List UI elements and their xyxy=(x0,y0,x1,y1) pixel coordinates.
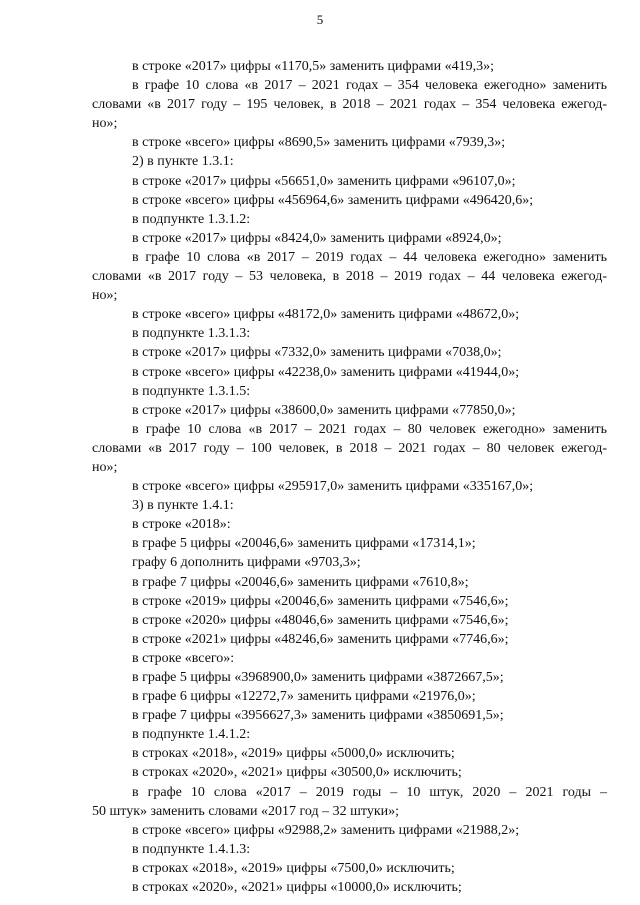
text-line: 50 штук» заменить словами «2017 год – 32 штуки»; xyxy=(92,803,400,819)
text-line: в строке «2017» цифры «1170,5» заменить цифрами «419,3»; xyxy=(132,59,495,74)
text-line: в графе 10 слова «2017 – 2019 годы – 10 штук, 2020 – 2021 годы – xyxy=(132,784,607,800)
text-line: в подпункте 1.4.1.3: xyxy=(132,841,251,857)
text-line: в графе 10 слова «в 2017 – 2019 годах – 44 человека ежегодно» заменить xyxy=(132,249,607,265)
text-line: в подпункте 1.4.1.2: xyxy=(132,727,251,743)
text-line: в строке «всего» цифры «92988,2» заменить цифрами «21988,2»; xyxy=(132,822,520,838)
text-line: в строке «всего» цифры «48172,0» заменить цифрами «48672,0»; xyxy=(132,307,520,323)
text-line: в строке «2017» цифры «7332,0» заменить цифрами «7038,0»; xyxy=(132,345,502,361)
text-line: 2) в пункте 1.3.1: xyxy=(132,154,234,170)
text-line: в строке «2020» цифры «48046,6» заменить цифрами «7546,6»; xyxy=(132,612,509,628)
text-line: но»; xyxy=(92,116,118,132)
text-line: в графе 7 цифры «20046,6» заменить цифрами «7610,8»; xyxy=(132,574,469,590)
text-line: в строке «2018»: xyxy=(132,517,231,533)
text-line: 3) в пункте 1.4.1: xyxy=(132,498,234,514)
document-body xyxy=(92,57,607,897)
text-line: в графе 6 цифры «12272,7» заменить цифрами «21976,0»; xyxy=(132,689,476,705)
text-line: в строках «2018», «2019» цифры «5000,0» исключить; xyxy=(132,746,455,762)
text-line: в строке «всего» цифры «295917,0» заменить цифрами «335167,0»; xyxy=(132,479,534,495)
text-line: но»; xyxy=(92,459,118,475)
text-line: словами «в 2017 году – 53 человека, в 2018 – 2019 годах – 44 человека ежегод- xyxy=(92,269,607,285)
text-line: в строке «2019» цифры «20046,6» заменить цифрами «7546,6»; xyxy=(132,593,509,609)
text-line: в подпункте 1.3.1.3: xyxy=(132,326,251,342)
text-line: в графе 5 цифры «3968900,0» заменить цифрами «3872667,5»; xyxy=(132,670,504,685)
text-line: в подпункте 1.3.1.2: xyxy=(132,211,251,227)
text-line: в строке «всего» цифры «8690,5» заменить цифрами «7939,3»; xyxy=(132,135,506,151)
page-number: 5 xyxy=(316,12,324,27)
text-line: в строке «всего» цифры «456964,6» заменить цифрами «496420,6»; xyxy=(132,192,534,208)
text-line: в строке «2017» цифры «8424,0» заменить цифрами «8924,0»; xyxy=(132,230,502,246)
text-line: в графе 7 цифры «3956627,3» заменить цифрами «3850691,5»; xyxy=(132,708,504,724)
text-line: словами «в 2017 году – 100 человек, в 2018 – 2021 годах – 80 человек ежегод- xyxy=(92,440,607,456)
text-line: в графе 10 слова «в 2017 – 2021 годах – 80 человек ежегодно» заменить xyxy=(132,421,607,437)
text-line: в строках «2020», «2021» цифры «10000,0» исключить; xyxy=(132,880,462,896)
text-line: в строках «2018», «2019» цифры «7500,0» исключить; xyxy=(132,860,455,876)
text-line: в подпункте 1.3.1.5: xyxy=(132,383,251,399)
text-line: но»; xyxy=(92,288,118,304)
text-line: в строке «2017» цифры «56651,0» заменить цифрами «96107,0»; xyxy=(132,173,516,189)
text-line: в графе 5 цифры «20046,6» заменить цифрами «17314,1»; xyxy=(132,536,476,552)
text-line: в строке «2021» цифры «48246,6» заменить цифрами «7746,6»; xyxy=(132,631,509,647)
text-line: словами «в 2017 году – 195 человек, в 2018 – 2021 годах – 354 человека ежегод- xyxy=(92,97,607,113)
text-line: в строке «всего»: xyxy=(132,650,235,666)
text-line: в строке «2017» цифры «38600,0» заменить цифрами «77850,0»; xyxy=(132,402,516,418)
text-line: графу 6 дополнить цифрами «9703,3»; xyxy=(132,555,361,571)
text-line: в строках «2020», «2021» цифры «30500,0» исключить; xyxy=(132,765,462,781)
text-line: в строке «всего» цифры «42238,0» заменить цифрами «41944,0»; xyxy=(132,364,520,380)
text-line: в графе 10 слова «в 2017 – 2021 годах – 354 человека ежегодно» заменить xyxy=(132,78,607,94)
